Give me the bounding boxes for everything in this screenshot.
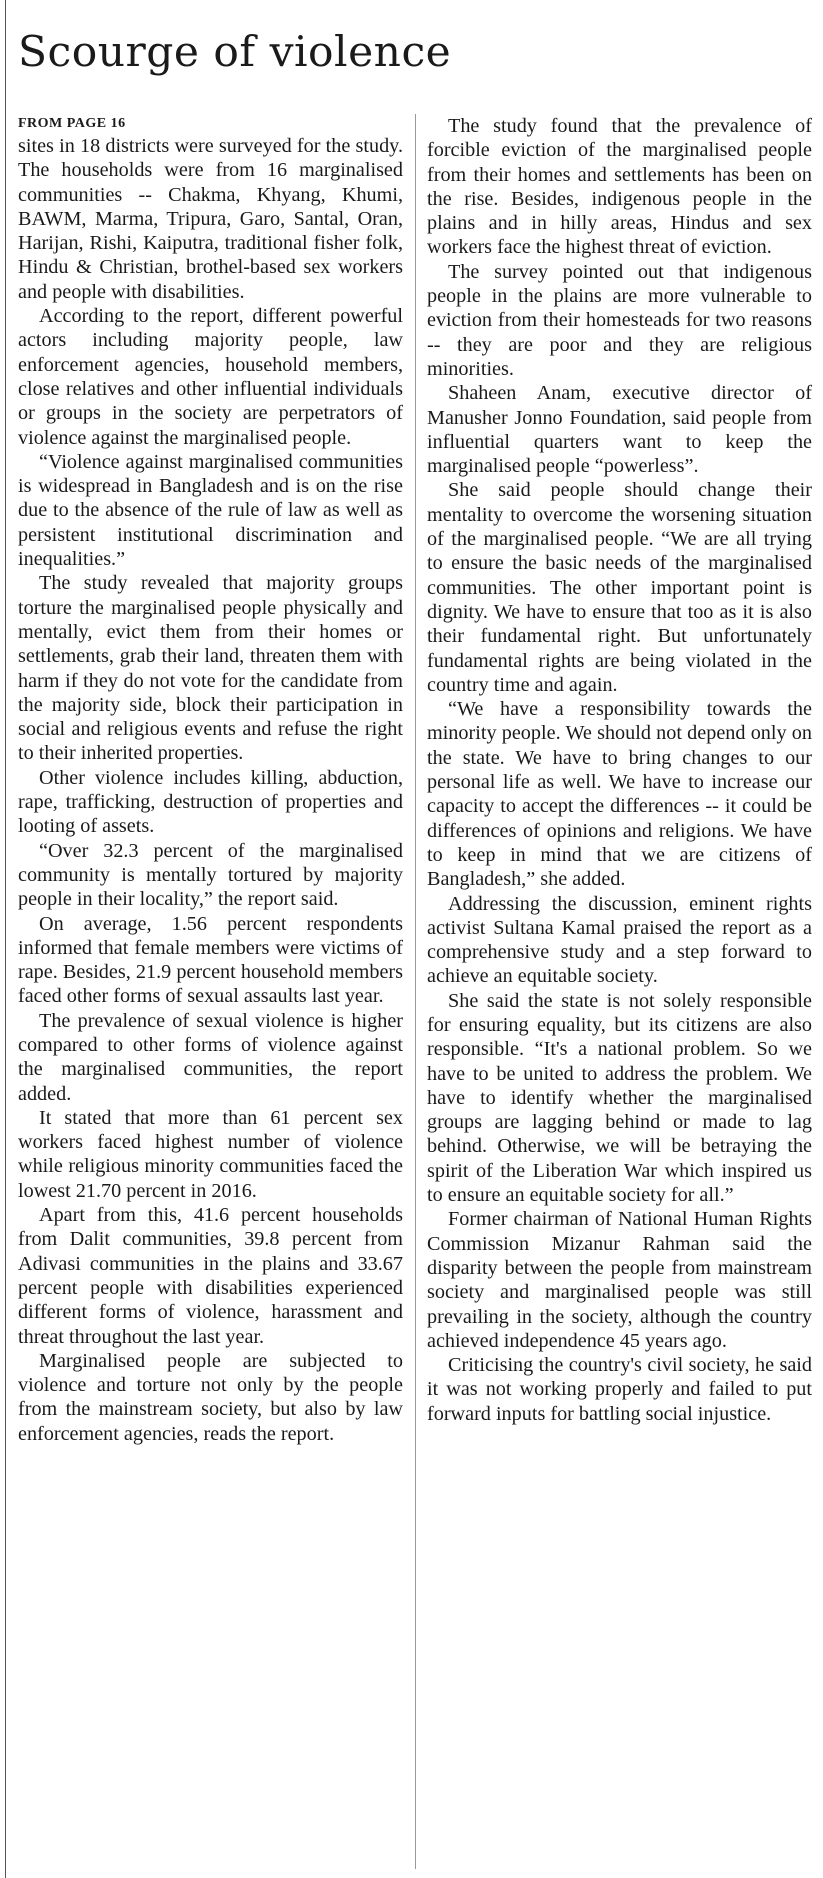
paragraph: Marginalised people are subjected to violence and torture not only by the people from the mainstream society, but also by law enforcement agencies, reads the report. xyxy=(18,1349,403,1445)
paragraph: Addressing the discussion, eminent rights activist Sultana Kamal praised the report as a comprehensive study and a step forward to achieve an equitable society. xyxy=(427,892,812,988)
paragraph: The study found that the prevalence of forcible eviction of the marginalised people from their homes and settlements has been on the rise. Besides, indigenous people in the plains and in hilly areas, Hindus and sex workers face the highest threat of eviction. xyxy=(427,115,812,259)
paragraph: Other violence includes killing, abduction, rape, trafficking, destruction of properties and looting of assets. xyxy=(18,766,403,838)
paragraph: Apart from this, 41.6 percent households from Dalit communities, 39.8 percent from Adivasi communities in the plains and 33.67 percent people with disabilities experienced different forms of violence, harassment and threat throughout the last year. xyxy=(18,1204,403,1348)
paragraph: Shaheen Anam, executive director of Manusher Jonno Foundation, said people from influential quarters want to keep the marginalised people “powerless”. xyxy=(427,382,812,478)
paragraph: It stated that more than 61 percent sex workers faced highest number of violence while religious minority communities faced the lowest 21.70 percent in 2016. xyxy=(18,1106,403,1202)
paragraph: According to the report, different powerful actors including majority people, law enforcement agencies, household members, close relatives and other influential individuals or groups in the society are perpetrators of violence against the marginalised people. xyxy=(18,305,403,449)
paragraph: The prevalence of sexual violence is higher compared to other forms of violence against the marginalised communities, the report added. xyxy=(18,1009,403,1105)
continuation-kicker: FROM PAGE 16 xyxy=(18,116,126,131)
left-column xyxy=(18,114,403,1874)
paragraph: She said the state is not solely responsible for ensuring equality, but its citizens are also responsible. “It's a national problem. So we have to be united to address the problem. We have to identify whether the marginalised groups are lagging behind or made to lag behind. Otherwise, we will be betraying the spirit of the Liberation War which inspired us to ensure an equitable society for all.” xyxy=(427,989,812,1207)
paragraph: On average, 1.56 percent respondents informed that female members were victims of rape. Besides, 21.9 percent household members faced other forms of sexual assaults last year. xyxy=(18,912,403,1008)
paragraph: “We have a responsibility towards the minority people. We should not depend only on the state. We have to bring changes to our personal life as well. We have to increase our capacity to accept the differences -- it could be differences of opinions and religions. We have to keep in mind that we are citizens of Bangladesh,” she added. xyxy=(427,698,812,891)
headline: Scourge of violence xyxy=(18,27,452,76)
paragraph: The study revealed that majority groups torture the marginalised people physically and mentally, evict them from their homes or settlements, grab their land, threaten them with harm if they do not vote for the candidate from the majority side, block their participation in social and religious events and refuse the right to their inherited properties. xyxy=(18,572,403,765)
paragraph: She said people should change their mentality to overcome the worsening situation of the marginalised people. “We are all trying to ensure the basic needs of the marginalised communities. The other important point is dignity. We have to ensure that too as it is also their fundamental right. But unfortunately fundamental rights are being violated in the country time and again. xyxy=(427,479,812,696)
paragraph: Former chairman of National Human Rights Commission Mizanur Rahman said the disparity between the people from mainstream society and marginalised people was still prevailing in the society, although the country achieved independence 45 years ago. xyxy=(427,1208,812,1352)
paragraph: Criticising the country's civil society, he said it was not working properly and failed to put forward inputs for battling social injustice. xyxy=(427,1354,812,1425)
paragraph: The survey pointed out that indigenous people in the plains are more vulnerable to eviction from their homesteads for two reasons -- they are poor and they are religious minorities. xyxy=(427,260,812,380)
left-border-rule xyxy=(5,0,6,1878)
right-column xyxy=(427,114,812,1874)
column-divider xyxy=(415,114,416,1869)
paragraph: “Violence against marginalised communities is widespread in Bangladesh and is on the rise due to the absence of the rule of law as well as persistent institutional discrimination and inequalities.” xyxy=(18,450,403,571)
paragraph: “Over 32.3 percent of the marginalised community is mentally tortured by majority people in their locality,” the report said. xyxy=(18,839,403,911)
paragraph: sites in 18 districts were surveyed for the study. The households were from 16 marginalised communities -- Chakma, Khyang, Khumi, BAWM, Marma, Tripura, Garo, Santal, Oran, Harijan, Rishi, Kaiputra, traditional fisher folk, Hindu & Christian, brothel-based sex workers and people with disabilities. xyxy=(18,135,403,303)
